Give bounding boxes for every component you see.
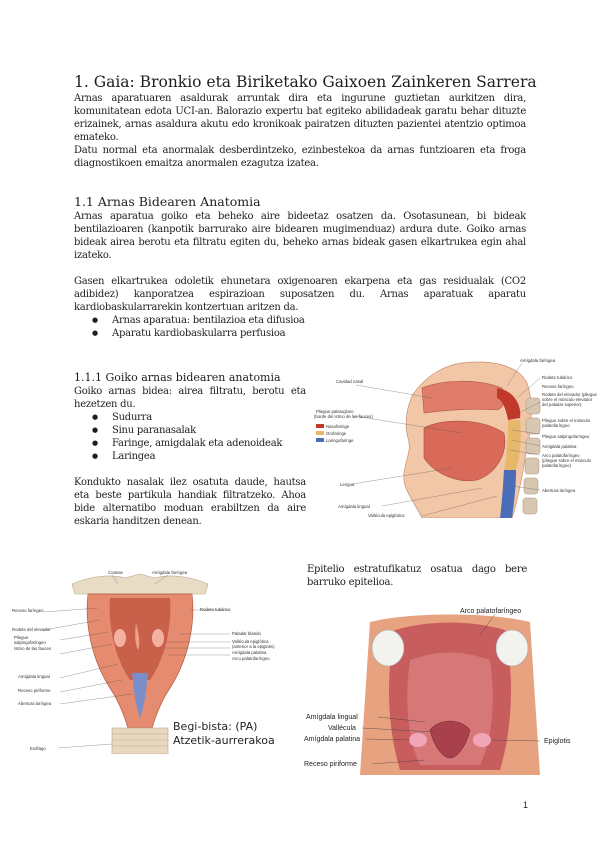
label-receso-faringeo-pa: Receso faríngeo xyxy=(12,608,44,613)
label-coanas: Coanas xyxy=(108,570,123,575)
caption-line-2: Atzetik-aurrerakoa xyxy=(173,734,275,747)
section-1-1-1-body xyxy=(74,385,306,528)
label-rodete-elevador-3: del paladar superior) xyxy=(542,402,582,407)
section-1-1-bullet-list xyxy=(74,314,526,340)
label-rodete-elevador-2: sobre el músculo elevador xyxy=(542,397,593,402)
label-rodete-tubarico: Rodete tubárico xyxy=(542,375,573,380)
intro-paragraph-2: Datu normal eta anormalak desberdintzeko, ezinbestekoa da arnas funtzioaren eta froga diagnostikoen emaitza anormalen ezagutza izatea. xyxy=(74,145,526,169)
label-pliegue-palatofaringeo: Pliegue sobre el músculo xyxy=(542,418,591,423)
label-pliegue-palatogloso: Pliegue palatogloso xyxy=(316,409,354,414)
section-heading-1-1: 1.1 Arnas Bidearen Anatomia xyxy=(74,194,261,209)
label-arco-palatofaringeo-pa: Arco palatofaríngeo xyxy=(232,656,270,661)
label-receso-piriforme-pa: Receso piriforme xyxy=(18,688,51,693)
label-arco-palatofaringeo-3: palatofaríngeo) xyxy=(542,463,571,468)
bullet-item: ● Faringe, amigdalak eta adenoideak xyxy=(74,437,306,450)
label-amigdala-faringea-pa: Amígdala faríngea xyxy=(152,570,188,575)
intro-text xyxy=(74,92,526,170)
bullet-item: ● Sudurra xyxy=(74,411,306,424)
legend-swatch-orofaringe xyxy=(316,431,324,435)
bullet-item: ● Laringea xyxy=(74,450,306,463)
epitelio-text: Epitelio estratufikatuz osatua dago bere barruko epitelioa. xyxy=(307,564,527,588)
bullet-item: ● Arnas aparatua: bentilazioa eta difusioa xyxy=(74,314,526,327)
label-abertura-laringea-pa: Abertura laríngea xyxy=(18,701,52,706)
label-arco-palatofaringeo: Arco palatofaríngeo xyxy=(542,453,580,458)
epitelio-text-block xyxy=(307,563,527,589)
label-pliegue-palatogloso-2: (borde del istmo de las fauces) xyxy=(314,414,373,419)
label-amigdala-lingual-pa: Amígdala lingual xyxy=(18,674,50,679)
label-paladar-blando-pa: Paladar blando xyxy=(232,631,261,636)
label-pliegue-salpingofaringeo-pa: Pliegue xyxy=(14,635,29,640)
legend-swatch-nasofaringe xyxy=(316,424,324,428)
label-istmo-fauces-pa: Istmo de las fauces xyxy=(14,646,52,651)
label-lengua: Lengua xyxy=(340,482,355,487)
label-amigdala-palatina-pa: Amígdala palatina xyxy=(232,650,267,655)
legend-orofaringe: Orofaringe xyxy=(326,431,347,436)
page-title: 1. Gaia: Bronkio eta Biriketako Gaixoen Zainkeren Sarrera xyxy=(74,73,537,91)
section-1-1-paragraph-2: Gasen elkartrukea odoletik ehunetara oxigenoaren ekarpena eta gas residualak (CO2 adibidez) kanporatzea espirazioan suposatzen du. Arnas aparatuak aparatu kardiobaskularrarekin kontzertuan aritzen da. xyxy=(74,276,526,313)
label-rodete-tubarico-pa: Rodete tubárico xyxy=(200,607,231,612)
label-arco-palatofaringeo-2: (pliegue sobre el músculo xyxy=(542,458,591,463)
label-amigdala-lingual-oral: Amígdala lingual xyxy=(306,714,358,721)
label-vallecula-epiglotica: Vallécula epiglótica xyxy=(368,513,405,518)
label-amigdala-palatina-oral: Amígdala palatina xyxy=(304,736,361,743)
oral-cavity-figure xyxy=(300,600,600,778)
sagittal-pharynx-figure xyxy=(312,358,600,518)
label-vallecula-epiglotica-pa: Vallécula epiglótica xyxy=(232,639,269,644)
label-vallecula-epiglotica-pa-2: (anterior a la epiglotis) xyxy=(232,644,275,649)
label-rodete-elevador-pa: Rodete del elevador xyxy=(12,627,51,632)
legend-swatch-laringofaringe xyxy=(316,438,324,442)
page-number: 1 xyxy=(523,800,529,810)
label-rodete-elevador: Rodete del elevador (pliegue xyxy=(542,392,597,397)
bullet-item: ● Aparatu kardiobaskularra perfusioa xyxy=(74,327,526,340)
label-amigdala-faringea: Amígdala faríngea xyxy=(520,358,556,363)
label-pliegue-palatofaringeo-2: palatofaríngeo xyxy=(542,423,570,428)
legend-laringofaringe: Laringofaringe xyxy=(326,438,354,443)
caption-line-1: Begi-bista: (PA) xyxy=(173,720,258,733)
figure-caption xyxy=(173,720,275,748)
section-1-1-body xyxy=(74,210,526,340)
section-1-1-1-paragraph: Goiko arnas bidea: airea filtratu, berotu eta hezetzen du. xyxy=(74,386,306,410)
label-pliegue-salpingofaringeo-pa-2: salpingofaríngeo xyxy=(14,640,46,645)
bullet-item: ● Sinu paranasalak xyxy=(74,424,306,437)
label-receso-piriforme-oral: Receso piriforme xyxy=(304,761,357,768)
upper-airway-list xyxy=(74,411,306,463)
label-esofago-pa: Esófago xyxy=(30,746,46,751)
label-amigdala-lingual: Amígdala lingual xyxy=(338,504,370,509)
label-cavidad-nasal: Cavidad nasal xyxy=(336,379,364,384)
intro-paragraph-1: Arnas aparatuaren asaldurak arruntak dira eta ingurune guztietan aurkitzen dira, komunitatean edota UCI-an. Balorazio expertu bat egiteko abilidadeak garatu behar dituzte erizainek, arnas asaldura akutu edo kronikoak pairatzen dituzten pazientei atentzio optimoa emateko. xyxy=(74,93,526,143)
label-epiglotis-oral: Epiglotis xyxy=(544,738,571,745)
section-1-1-paragraph-1: Arnas aparatua goiko eta beheko aire bideetaz osatzen da. Osotasunean, bi bideak bentilazioaren (kanpotik barrurako aire bidearen mugimenduaz) ardura dute. Goiko arnas bideak airea berotu eta filtratu egiten du, beheko arnas bideak gasen elkartrukea egin ahal izateko. xyxy=(74,211,526,261)
label-arco-palatofaringeo-oral: Arco palatofaríngeo xyxy=(460,608,522,615)
label-vallecula-oral: Vallécula xyxy=(328,725,356,732)
section-heading-1-1-1: 1.1.1 Goiko arnas bidearen anatomia xyxy=(74,371,281,384)
label-abertura-laringea: Abertura laríngea xyxy=(542,488,576,493)
label-pliegue-salpingofaringeo: Pliegue salpingofaríngeo xyxy=(542,434,590,439)
label-receso-faringeo: Receso faríngeo xyxy=(542,384,574,389)
section-1-1-1-paragraph-2: Kondukto nasalak ilez osatuta daude, hautsa eta beste partikula handiak filtratzeko. Ahoa bide alternatibo moduan erabiltzen da aire eskaria handitzen denean. xyxy=(74,477,306,527)
legend-nasofaringe: Nasofaringe xyxy=(326,424,350,429)
label-amigdala-palatina: Amígdala palatina xyxy=(542,444,577,449)
